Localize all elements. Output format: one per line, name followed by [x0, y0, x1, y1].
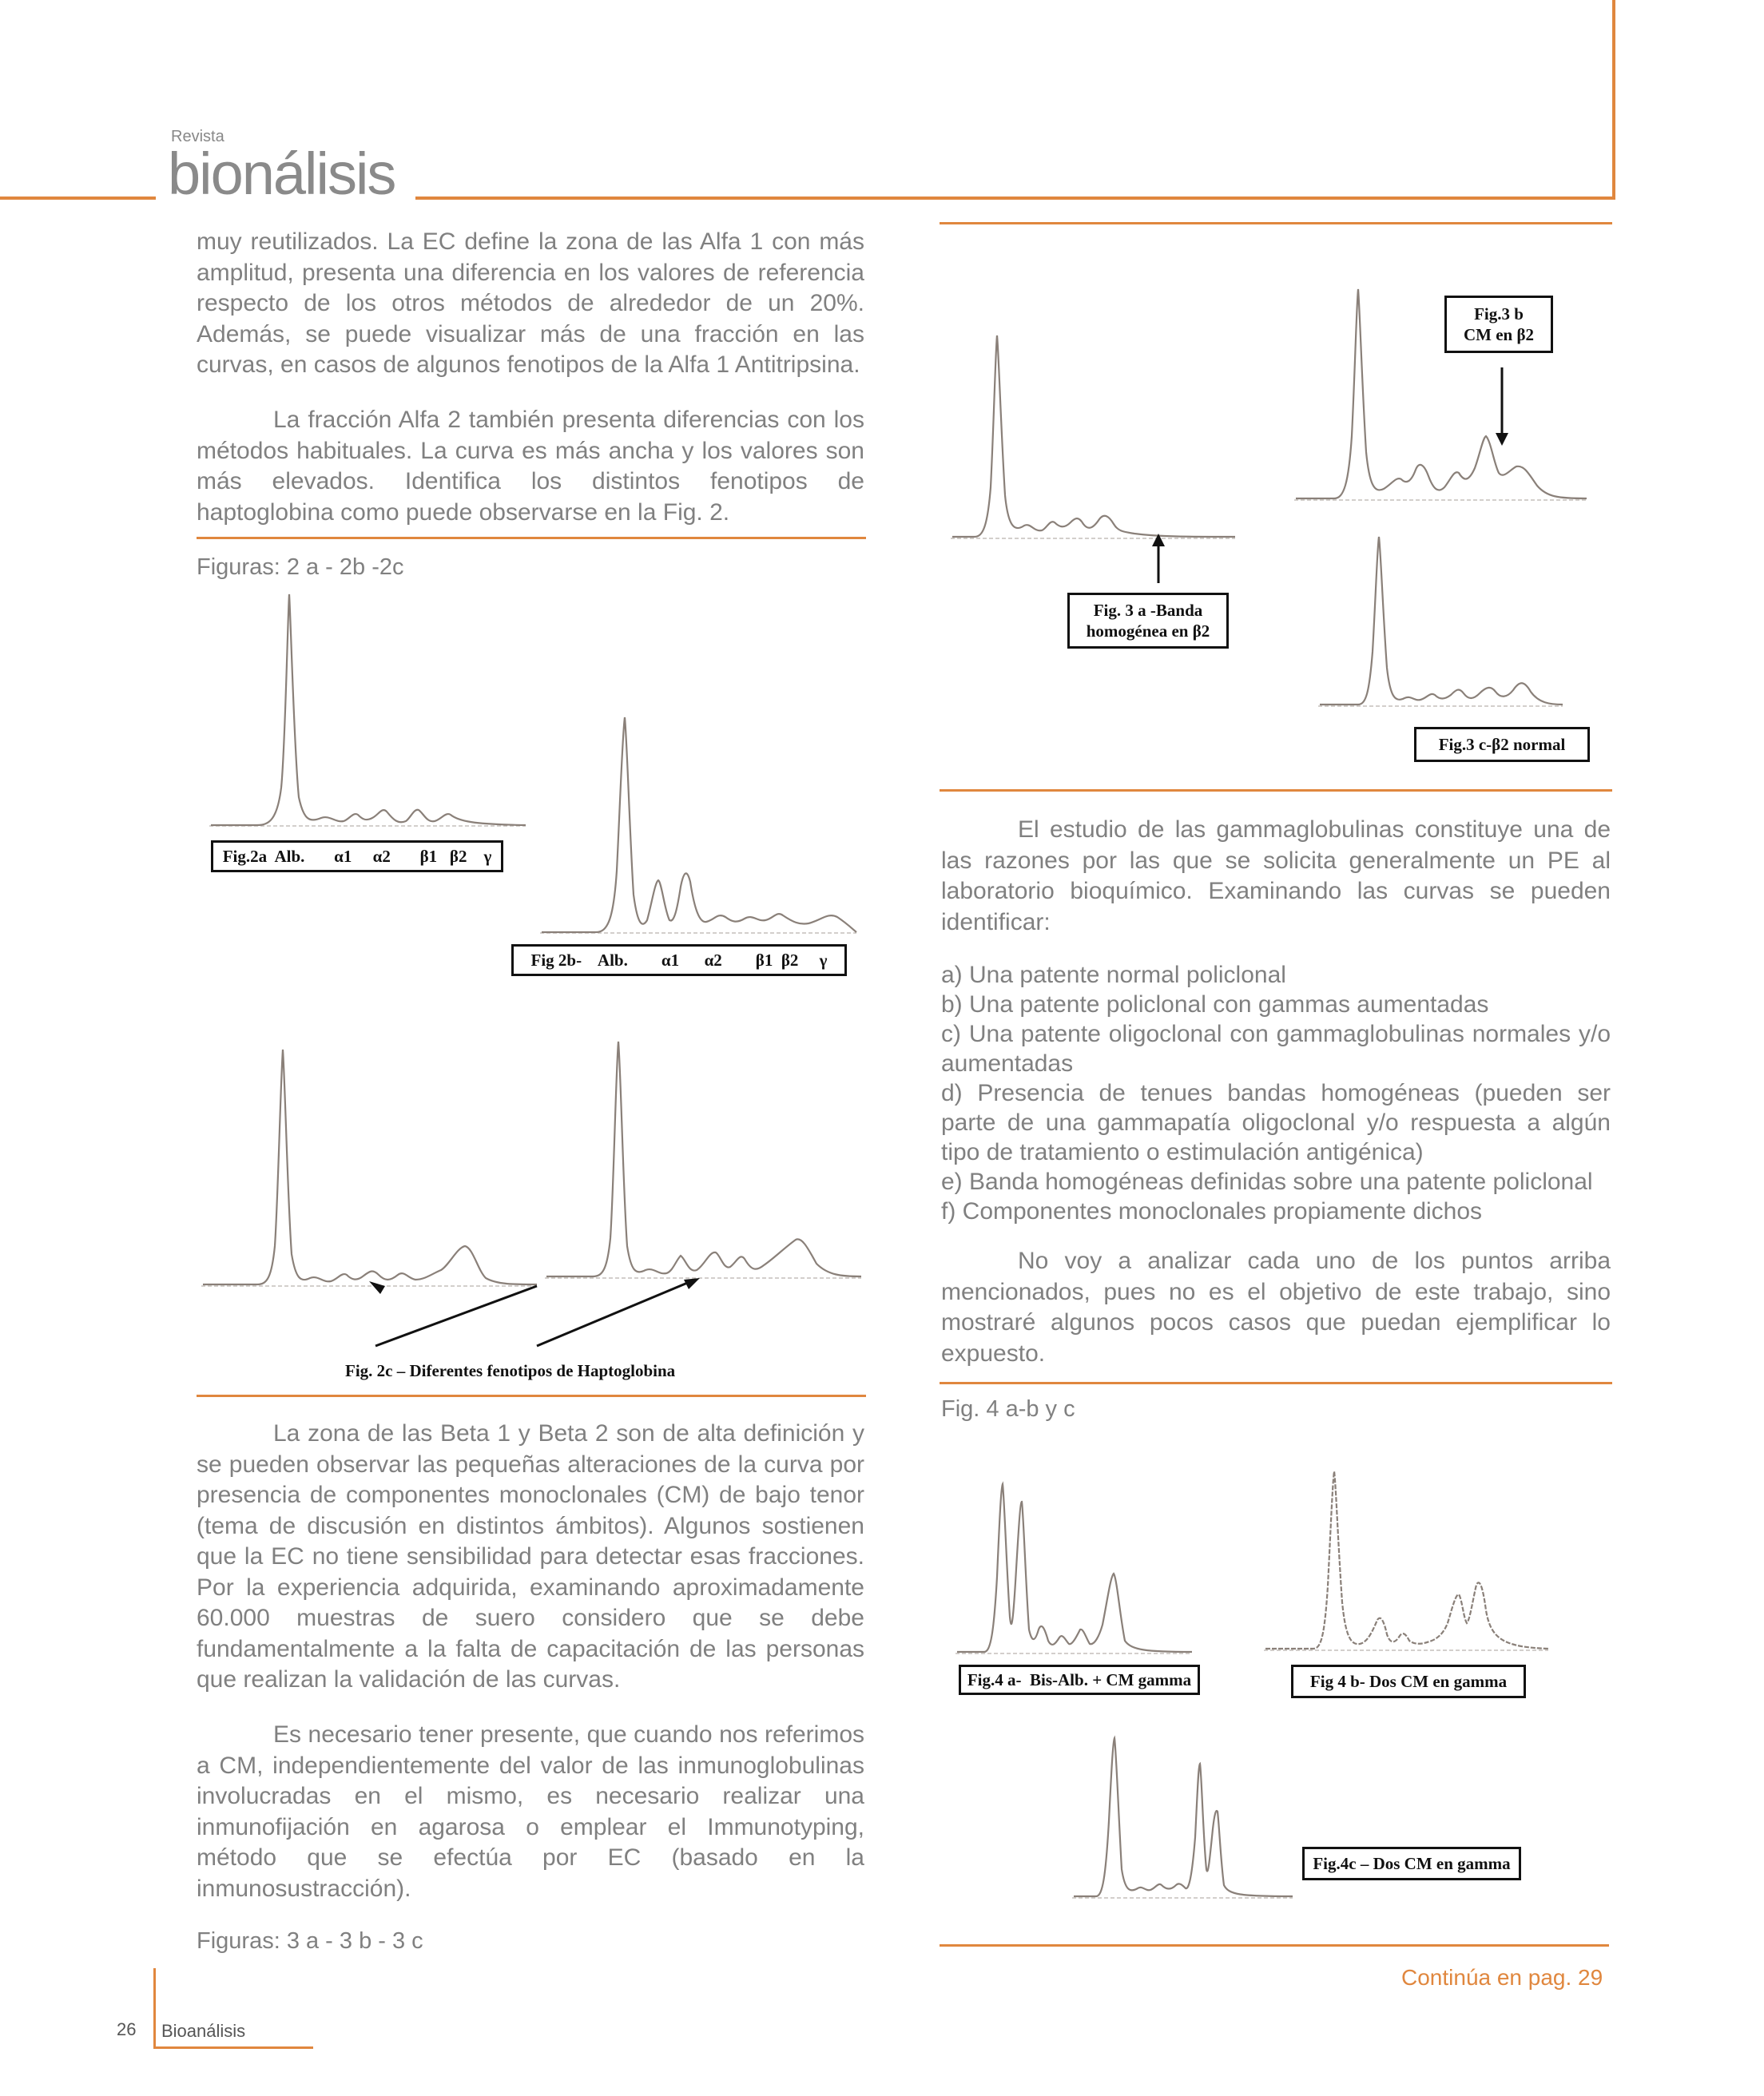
- continua-link[interactable]: Continúa en pag. 29: [1401, 1965, 1603, 1990]
- fig3c-electropherogram: [1318, 532, 1566, 713]
- list-item: a) Una patente normal policlonal: [941, 962, 1286, 988]
- fig2b-label: Fig 2b- Alb. α1 α2 β1 β2 γ: [511, 944, 847, 976]
- fig2c-label: Fig. 2c – Diferentes fenotipos de Haptoglobina: [345, 1361, 676, 1380]
- fig3a-electropherogram: [951, 328, 1238, 551]
- rule-fig4-top: [940, 1382, 1612, 1384]
- fig2-caption: Figuras: 2 a - 2b -2c: [197, 554, 404, 580]
- rule-fig3-bottom: [940, 789, 1612, 792]
- list-item: f) Componentes monoclonales propiamente dichos: [941, 1198, 1483, 1225]
- fig4a-label: Fig.4 a- Bis-Alb. + CM gamma: [959, 1665, 1200, 1695]
- fig4b-electropherogram: [1264, 1467, 1551, 1655]
- header-rule-vertical: [1612, 0, 1615, 200]
- header-rule-left: [0, 196, 156, 200]
- fig2b-electropherogram: [540, 711, 860, 943]
- fig4b-label: Fig 4 b- Dos CM en gamma: [1291, 1665, 1526, 1698]
- list-item: e) Banda homogéneas definidas sobre una patente policlonal: [941, 1169, 1593, 1195]
- fig2a-electropherogram: [209, 588, 529, 836]
- rule-fig4-bottom: [940, 1944, 1609, 1947]
- footer-magazine: Bioanálisis: [161, 2021, 246, 2041]
- fig2c-electropherograms: [201, 1038, 864, 1374]
- rule-fig2-top: [197, 537, 866, 539]
- fig4-caption: Fig. 4 a-b y c: [941, 1396, 1075, 1422]
- fig4c-electropherogram: [1072, 1725, 1296, 1909]
- page-number: 26: [117, 2019, 137, 2039]
- fig2a-label: Fig.2a Alb. α1 α2 β1 β2 γ: [211, 840, 503, 872]
- fig3a-label: Fig. 3 a -Banda homogénea en β2: [1067, 593, 1229, 649]
- fig3-caption: Figuras: 3 a - 3 b - 3 c: [197, 1928, 423, 1954]
- rule-fig2-bottom: [197, 1395, 866, 1397]
- paragraph-casos: No voy a analizar cada uno de los puntos arriba mencionados, pues no es el objetivo de este trabajo, sino mostraré algunos pocos casos que puedan ejemplificar lo expuesto.: [941, 1248, 1611, 1367]
- fig3b-label: Fig.3 b CM en β2: [1444, 296, 1553, 353]
- header-rule-right: [415, 196, 1615, 200]
- list-item: b) Una patente policlonal con gammas aumentadas: [941, 991, 1489, 1018]
- paragraph-alfa1: muy reutilizados. La EC define la zona de las Alfa 1 con más amplitud, presenta una diferencia en los valores de referencia respecto de los otros métodos de alrededor de un 20%. Además, se puede visualizar más de una fracción en las curvas, en casos de algunos fenotipos de la Alfa 1 Antitripsina.: [197, 228, 864, 378]
- fig4a-electropherogram: [956, 1473, 1195, 1658]
- footer-rule-vertical: [153, 1968, 156, 2048]
- paragraph-cm: Es necesario tener presente, que cuando nos referimos a CM, independientemente del valor de las inmunoglobulinas involucradas en el mismo, es necesario realizar una inmunofijación en agarosa o emplear el Immunotyping, método que se efectúa por EC (basado en la inmunosustracción).: [197, 1721, 864, 1902]
- footer-rule-horizontal: [153, 2046, 313, 2049]
- paragraph-beta: La zona de las Beta 1 y Beta 2 son de alta definición y se pueden observar las pequeñas alteraciones de la curva por presencia de componentes monoclonales (CM) de bajo tenor (tema de discusión en distintos ámbitos). Algunos sostienen que la EC no tiene sensibilidad para detectar esas fracciones. Por la experiencia adquirida, examinando aproximadamente 60.000 muestras de suero considero que se debe fundamentalmente a la falta de capacitación de las personas que realizan la validación de las curvas.: [197, 1420, 864, 1693]
- paragraph-gammaglobulinas: El estudio de las gammaglobulinas constituye una de las razones por las que se solicita generalmente un PE al laboratorio bioquímico. Examinando las curvas se pueden identificar:: [941, 816, 1611, 935]
- gammaglobulin-pattern-list: [941, 960, 1611, 1226]
- brand-logo: bionálisis: [168, 141, 395, 207]
- list-item: c) Una patente oligoclonal con gammaglobulinas normales y/o aumentadas: [941, 1021, 1611, 1077]
- rule-fig3-top: [940, 222, 1612, 224]
- list-item: d) Presencia de tenues bandas homogéneas (pueden ser parte de una gammapatía oligoclonal y/o respuesta a algún tipo de tratamiento o estimulación antigénica): [941, 1080, 1611, 1165]
- fig4c-label: Fig.4c – Dos CM en gamma: [1302, 1847, 1521, 1880]
- paragraph-alfa2: La fracción Alfa 2 también presenta diferencias con los métodos habituales. La curva es más ancha y los valores son más elevados. Identifica los distintos fenotipos de haptoglobina como puede observarse en la Fig. 2.: [197, 407, 864, 526]
- brand-small: Revista: [171, 128, 224, 145]
- fig3c-label: Fig.3 c-β2 normal: [1414, 727, 1590, 762]
